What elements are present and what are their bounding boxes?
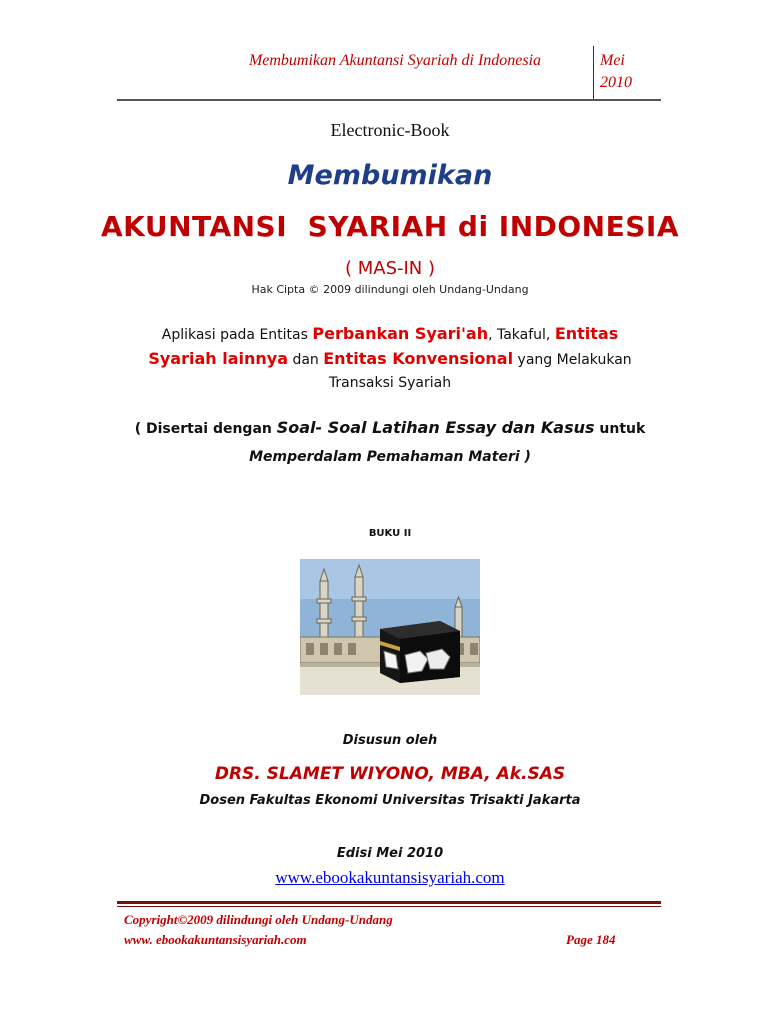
compiled-by-label: Disusun oleh	[342, 733, 438, 748]
book-title-line1: Membumikan	[287, 160, 493, 191]
author-affiliation: Dosen Fakultas Ekonomi Universitas Trisakti Jakarta	[199, 793, 581, 808]
running-header-title: Membumikan Akuntansi Syariah di Indonesia	[248, 52, 542, 69]
header-date-month: Mei	[600, 52, 625, 69]
footer-website: www. ebookakuntansisyariah.com	[124, 932, 307, 947]
header-divider	[593, 46, 594, 100]
footer-rule-thin	[117, 906, 661, 907]
author-name: DRS. SLAMET WIYONO, MBA, Ak.SAS	[214, 764, 566, 784]
footer-copyright: Copyright©2009 dilindungi oleh Undang-Undang	[124, 912, 393, 927]
page-number: Page 184	[566, 932, 616, 947]
header-rule	[117, 99, 661, 101]
footer-rule	[117, 901, 661, 904]
application-description: Aplikasi pada Entitas Perbankan Syari'ah, Takaful, Entitas Syariah lainnya dan Entitas Konvensional yang Melakukan Transaksi Syariah	[148, 324, 632, 391]
website-link[interactable]: www.ebookakuntansisyariah.com	[275, 868, 505, 887]
ebook-subtitle: Electronic-Book	[330, 120, 450, 140]
kaaba-illustration	[300, 559, 480, 695]
exercise-note: ( Disertai dengan Soal- Soal Latihan Essay dan Kasus untuk Memperdalam Pemahaman Materi )	[134, 418, 646, 465]
edition-label: Edisi Mei 2010	[336, 846, 444, 861]
copyright-notice: Hak Cipta © 2009 dilindungi oleh Undang-Undang	[251, 283, 529, 296]
header-date	[600, 50, 632, 94]
book-title-line2: AKUNTANSI SYARIAH di INDONESIA	[100, 210, 679, 243]
header-date-year: 2010	[600, 74, 632, 91]
book-volume: BUKU II	[368, 528, 412, 539]
book-acronym: ( MAS-IN )	[344, 258, 436, 279]
